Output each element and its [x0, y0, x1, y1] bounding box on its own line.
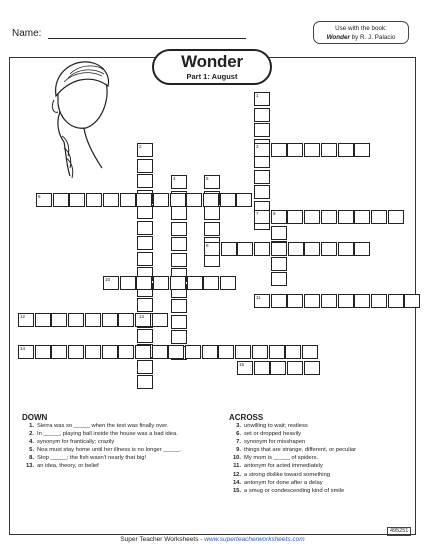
clue-number: 3. [236, 423, 241, 429]
grid-cell[interactable] [153, 193, 169, 207]
grid-cell[interactable] [171, 175, 187, 189]
grid-cell[interactable] [388, 294, 404, 308]
grid-clue-number: 3 [256, 144, 259, 149]
across-clue-list [229, 422, 356, 495]
grid-cell[interactable] [304, 143, 320, 157]
across-clue [229, 487, 356, 495]
grid-cell[interactable] [171, 299, 187, 313]
grid-cell[interactable] [354, 242, 370, 256]
grid-cell[interactable] [203, 193, 219, 207]
grid-cell[interactable] [137, 159, 153, 173]
grid-cell[interactable] [136, 276, 152, 290]
grid-cell[interactable] [254, 361, 270, 375]
grid-cell[interactable] [102, 313, 118, 327]
grid-cell[interactable] [271, 272, 287, 286]
book-credit [314, 33, 408, 42]
grid-cell[interactable] [51, 345, 67, 359]
clue-text: synonym for frantically; crazily [37, 439, 115, 446]
clue-number: 6. [236, 431, 241, 438]
grid-cell[interactable] [185, 345, 201, 359]
grid-cell[interactable] [36, 193, 52, 207]
grid-cell[interactable] [287, 294, 303, 308]
girl-portrait-illustration [40, 52, 120, 184]
clue-number: 12. [232, 471, 241, 478]
down-clues [22, 413, 181, 471]
grid-cell[interactable] [304, 210, 320, 224]
clue-text: Stop _____; the fish wasn't nearly that big! [37, 455, 147, 462]
across-clue [229, 471, 356, 479]
grid-clue-number: 12 [20, 314, 26, 319]
grid-cell[interactable] [252, 345, 268, 359]
grid-cell[interactable] [18, 313, 34, 327]
grid-cell[interactable] [218, 345, 234, 359]
across-clue [229, 446, 356, 454]
grid-cell[interactable] [271, 257, 287, 271]
clue-number: 14. [232, 479, 241, 486]
grid-cell[interactable] [254, 92, 270, 106]
clue-number: 15. [232, 487, 241, 494]
clue-text: synonym for misshapen [244, 439, 306, 446]
grid-cell[interactable] [221, 242, 237, 256]
down-clue [22, 422, 181, 430]
grid-cell[interactable] [137, 252, 153, 266]
grid-cell[interactable] [321, 294, 337, 308]
grid-cell[interactable] [135, 313, 151, 327]
grid-cell[interactable] [254, 123, 270, 137]
grid-cell[interactable] [321, 242, 337, 256]
puzzle-subtitle: Part 1: August [186, 72, 238, 81]
clue-number: 11. [233, 463, 241, 470]
grid-cell[interactable] [171, 237, 187, 251]
grid-cell[interactable] [254, 185, 270, 199]
book-info-box [313, 21, 409, 44]
grid-cell[interactable] [137, 298, 153, 312]
grid-cell[interactable] [354, 294, 370, 308]
grid-cell[interactable] [137, 329, 153, 343]
across-clue [229, 430, 356, 438]
grid-cell[interactable] [170, 276, 186, 290]
grid-cell[interactable] [269, 345, 285, 359]
grid-clue-number: 6 [38, 194, 41, 199]
worksheet-code: 495251 [387, 527, 411, 536]
book-title: Wonder [326, 34, 350, 41]
grid-cell[interactable] [237, 361, 253, 375]
clue-number: 2. [29, 431, 34, 438]
grid-cell[interactable] [204, 175, 220, 189]
grid-cell[interactable] [137, 174, 153, 188]
clue-text: My mom is _____ of spiders. [244, 455, 319, 462]
grid-clue-number: 1 [256, 93, 259, 98]
clue-number: 9. [236, 447, 241, 454]
grid-cell[interactable] [287, 143, 303, 157]
clue-text: an idea, theory, or belief [37, 463, 99, 470]
grid-cell[interactable] [170, 193, 186, 207]
book-use-line: Use with the book: [335, 25, 387, 32]
name-label: Name: [12, 28, 42, 39]
grid-cell[interactable] [68, 313, 84, 327]
across-clue [229, 422, 356, 430]
grid-cell[interactable] [120, 276, 136, 290]
grid-cell[interactable] [271, 294, 287, 308]
grid-clue-number: 7 [256, 211, 259, 216]
grid-cell[interactable] [85, 313, 101, 327]
grid-cell[interactable] [103, 276, 119, 290]
down-clue-list [22, 422, 181, 471]
grid-cell[interactable] [354, 143, 370, 157]
grid-cell[interactable] [338, 143, 354, 157]
clue-text: a strong dislike toward something [244, 471, 331, 478]
clue-text: antonym for done after a delay [244, 479, 323, 486]
grid-cell[interactable] [68, 345, 84, 359]
across-clue [229, 454, 356, 462]
clue-number: 4. [29, 439, 34, 446]
clue-text: things that are strange, different, or peculiar [244, 447, 357, 454]
grid-clue-number: 14 [20, 346, 26, 351]
down-clue [22, 430, 181, 438]
grid-cell[interactable] [187, 276, 203, 290]
grid-cell[interactable] [171, 222, 187, 236]
grid-cell[interactable] [153, 276, 169, 290]
grid-cell[interactable] [118, 313, 134, 327]
grid-cell[interactable] [137, 205, 153, 219]
grid-cell[interactable] [53, 193, 69, 207]
across-clues [229, 413, 356, 495]
grid-cell[interactable] [152, 313, 168, 327]
grid-cell[interactable] [287, 210, 303, 224]
clue-number: 13. [25, 463, 34, 470]
grid-cell[interactable] [86, 193, 102, 207]
grid-cell[interactable] [137, 221, 153, 235]
grid-cell[interactable] [35, 345, 51, 359]
grid-cell[interactable] [85, 345, 101, 359]
grid-cell[interactable] [118, 345, 134, 359]
grid-cell[interactable] [171, 315, 187, 329]
grid-cell[interactable] [220, 276, 236, 290]
grid-cell[interactable] [338, 294, 354, 308]
grid-cell[interactable] [254, 210, 270, 224]
footer-url[interactable]: www.superteacherworksheets.com [204, 536, 305, 543]
clue-text: unwilling to wait; restless [244, 423, 308, 429]
grid-cell[interactable] [404, 294, 420, 308]
down-heading: DOWN [22, 413, 48, 422]
grid-clue-number: 15 [239, 362, 245, 367]
grid-cell[interactable] [152, 345, 168, 359]
grid-cell[interactable] [102, 345, 118, 359]
grid-cell[interactable] [171, 253, 187, 267]
grid-cell[interactable] [35, 313, 51, 327]
grid-cell[interactable] [321, 143, 337, 157]
grid-cell[interactable] [51, 313, 67, 327]
grid-cell[interactable] [135, 345, 151, 359]
title-box [152, 49, 272, 85]
down-clue [22, 438, 181, 446]
grid-cell[interactable] [136, 193, 152, 207]
grid-cell[interactable] [235, 345, 251, 359]
down-clue [22, 462, 181, 470]
clue-text: antonym for acted immediately [244, 463, 323, 470]
grid-cell[interactable] [304, 294, 320, 308]
grid-clue-number: 5 [206, 176, 209, 181]
grid-cell[interactable] [171, 206, 187, 220]
grid-cell[interactable] [338, 210, 354, 224]
grid-cell[interactable] [137, 236, 153, 250]
grid-cell[interactable] [137, 360, 153, 374]
grid-cell[interactable] [204, 242, 220, 256]
grid-clue-number: 13 [139, 314, 145, 319]
grid-cell[interactable] [354, 210, 370, 224]
grid-cell[interactable] [254, 170, 270, 184]
clue-number: 7. [236, 439, 241, 446]
grid-clue-number: 2 [139, 144, 142, 149]
grid-cell[interactable] [137, 143, 153, 157]
grid-clue-number: 11 [256, 295, 261, 300]
footer-brand: Super Teacher Worksheets - [120, 536, 205, 543]
clue-number: 10. [232, 455, 241, 462]
book-author: by R. J. Palacio [351, 34, 396, 41]
clue-text: a smug or condescending kind of smile [244, 487, 345, 494]
grid-cell[interactable] [203, 276, 219, 290]
grid-cell[interactable] [371, 210, 387, 224]
grid-cell[interactable] [120, 193, 136, 207]
grid-cell[interactable] [271, 226, 287, 240]
clue-number: 8. [29, 455, 34, 462]
grid-cell[interactable] [237, 242, 253, 256]
grid-cell[interactable] [204, 206, 220, 220]
grid-cell[interactable] [168, 345, 184, 359]
grid-cell[interactable] [171, 330, 187, 344]
grid-cell[interactable] [254, 143, 270, 157]
footer [0, 536, 425, 543]
grid-cell[interactable] [103, 193, 119, 207]
grid-cell[interactable] [371, 294, 387, 308]
puzzle-title: Wonder [181, 52, 243, 71]
grid-cell[interactable] [69, 193, 85, 207]
grid-cell[interactable] [338, 242, 354, 256]
down-clue [22, 454, 181, 462]
grid-cell[interactable] [288, 242, 304, 256]
clue-text: set or dropped heavily [244, 431, 302, 438]
clue-text: Sierra was so _____ when the test was finally over. [37, 423, 169, 429]
grid-cell[interactable] [304, 242, 320, 256]
grid-cell[interactable] [254, 242, 270, 256]
grid-cell[interactable] [254, 108, 270, 122]
grid-cell[interactable] [302, 345, 318, 359]
grid-cell[interactable] [204, 222, 220, 236]
grid-cell[interactable] [137, 375, 153, 389]
grid-cell[interactable] [304, 361, 320, 375]
across-clue [229, 438, 356, 446]
grid-cell[interactable] [270, 361, 286, 375]
grid-cell[interactable] [287, 361, 303, 375]
grid-clue-number: 9 [206, 243, 209, 248]
clue-text: In _____, playing ball inside the house was a bad idea. [37, 431, 178, 438]
across-clue [229, 479, 356, 487]
grid-clue-number: 10 [105, 277, 111, 282]
grid-cell[interactable] [388, 210, 404, 224]
grid-cell[interactable] [236, 193, 252, 207]
down-clue [22, 446, 181, 454]
clue-number: 1. [29, 423, 34, 429]
grid-cell[interactable] [202, 345, 218, 359]
grid-cell[interactable] [18, 345, 34, 359]
name-line[interactable] [48, 38, 246, 39]
grid-cell[interactable] [220, 193, 236, 207]
grid-clue-number: 8 [273, 211, 276, 216]
across-clue [229, 462, 356, 470]
clue-text: Noa must stay home until her illness is no longer _____. [37, 447, 182, 454]
grid-cell[interactable] [186, 193, 202, 207]
grid-cell[interactable] [271, 210, 287, 224]
grid-cell[interactable] [254, 294, 270, 308]
grid-cell[interactable] [285, 345, 301, 359]
grid-cell[interactable] [271, 143, 287, 157]
grid-cell[interactable] [271, 242, 287, 256]
across-heading: ACROSS [229, 413, 264, 422]
grid-clue-number: 4 [173, 176, 176, 181]
grid-cell[interactable] [321, 210, 337, 224]
clue-number: 5. [29, 447, 34, 454]
